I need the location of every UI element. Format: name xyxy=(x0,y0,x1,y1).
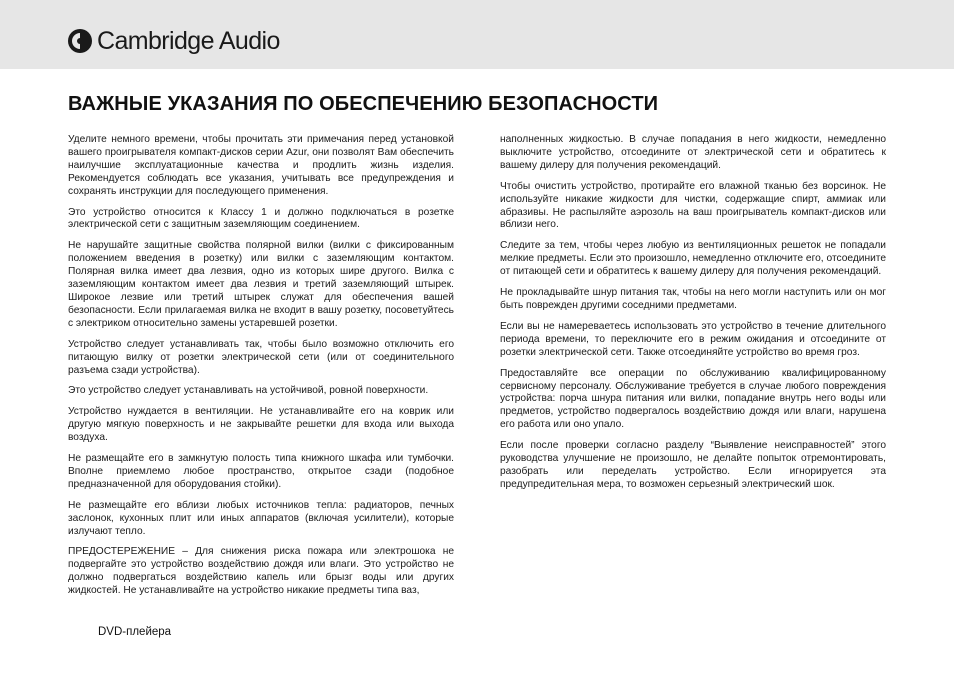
paragraph: Предоставляйте все операции по обслуживанию квалифицированному сервисному персоналу. Обслуживание требуется в случае любого повреждения устройства: порча шнура питания или вилки, попадание внутрь него воды или предметов, устройство подвергалось воздействию дождя или влаги, нарушена его работа или оно упало. xyxy=(500,367,886,431)
page-header xyxy=(0,0,954,69)
paragraph: Это устройство следует устанавливать на устойчивой, ровной поверхности. xyxy=(68,385,429,397)
brand-logo xyxy=(68,27,280,55)
page-title: ВАЖНЫЕ УКАЗАНИЯ ПО ОБЕСПЕЧЕНИЮ БЕЗОПАСНОСТИ xyxy=(68,93,659,115)
paragraph: Если вы не намереваетесь использовать это устройство в течение длительного периода времени, то переключите его в режим ожидания и отсоедините от розетки электрической сети. Также отсоединяйте устройство во время гроз. xyxy=(500,320,886,358)
paragraph: Чтобы очистить устройство, протирайте его влажной тканью без ворсинок. Не используйте никакие жидкости для чистки, содержащие спирт, аммиак или абразивы. Не распыляйте аэрозоль на ваш проигрыватель компакт-дисков или вблизи него. xyxy=(500,180,886,231)
paragraph: Следите за тем, чтобы через любую из вентиляционных решеток не попадали мелкие предметы. Если это произошло, немедленно отключите его, отсоедините от питающей сети и обратитесь к вашему дилеру для получения рекомендаций. xyxy=(500,240,886,278)
paragraph: Не прокладывайте шнур питания так, чтобы на него могли наступить или он мог быть поврежден другими соседними предметами. xyxy=(500,287,886,311)
right-column xyxy=(500,134,886,500)
paragraph: Не размещайте его в замкнутую полость типа книжного шкафа или тумбочки. Вполне приемлемо любое пространство, открытое сзади (подобное предназначенной для оборудования стойки). xyxy=(68,453,454,490)
brand-name: Cambridge Audio xyxy=(97,27,280,55)
paragraph: Устройство следует устанавливать так, чтобы было возможно отключить его питающую вилку от розетки электрической сети (или от соединительного разъема сзади устройства). xyxy=(68,338,454,376)
paragraph: Не размещайте его вблизи любых источников тепла: радиаторов, печных заслонок, кухонных плит или иных аппаратов (включая усилители), которые излучают тепло. xyxy=(68,499,454,537)
paragraph: наполненных жидкостью. В случае попадания в него жидкости, немедленно выключите устройство, отсоедините от электрической сети и обратитесь к вашему дилеру для получения рекомендаций. xyxy=(500,134,886,171)
paragraph: Это устройство относится к Классу 1 и должно подключаться в розетке электрической сети с защитным заземляющим соединением. xyxy=(68,206,454,231)
paragraph: Не нарушайте защитные свойства полярной вилки (вилки с фиксированным положением введения в розетку) или вилки с заземляющим контактом. Полярная вилка имеет два лезвия, одно из которых шире другого. Вилка с заземляющим контактом имеет два лезвия и третий заземляющий штырек. Широкое лезвие или третий штырек служат для обеспечения вашей безопасности. Если прилагаемая вилка не входит в вашу розетку, посоветуйтесь с электриком относительно замены устаревшей розетки. xyxy=(68,240,454,329)
page-footer: DVD-плейера xyxy=(98,626,172,638)
left-column xyxy=(68,134,454,606)
cambridge-audio-logo-icon xyxy=(68,29,92,53)
paragraph: ПРЕДОСТЕРЕЖЕНИЕ – Для снижения риска пожара или электрошока не подвергайте это устройство воздействию дождя или влаги. Это устройство не должно подвергаться воздействию капель или брызг воды или других жидкостей. Не устанавливайте на устройство никакие предметы типа ваз, xyxy=(68,546,454,597)
paragraph: Уделите немного времени, чтобы прочитать эти примечания перед установкой вашего проигрывателя компакт-дисков серии Azur, они позволят Вам обеспечить наилучшие эксплуатационные качества и продлить жизнь изделия. Рекомендуется соблюдать все указания, учитывать все предупреждения и сохранять инструкции для последующего применения. xyxy=(68,134,454,197)
paragraph: Устройство нуждается в вентиляции. Не устанавливайте его на коврик или другую мягкую поверхность и не закрывайте решетки для входа или выхода воздуха. xyxy=(68,406,454,444)
paragraph: Если после проверки согласно разделу “Выявление неисправностей” этого руководства улучшение не произошло, не делайте попыток отремонтировать, разобрать или переделать устройство. Если игнорируется эта предупредительная мера, то возможен серьезный электрический шок. xyxy=(500,440,886,490)
